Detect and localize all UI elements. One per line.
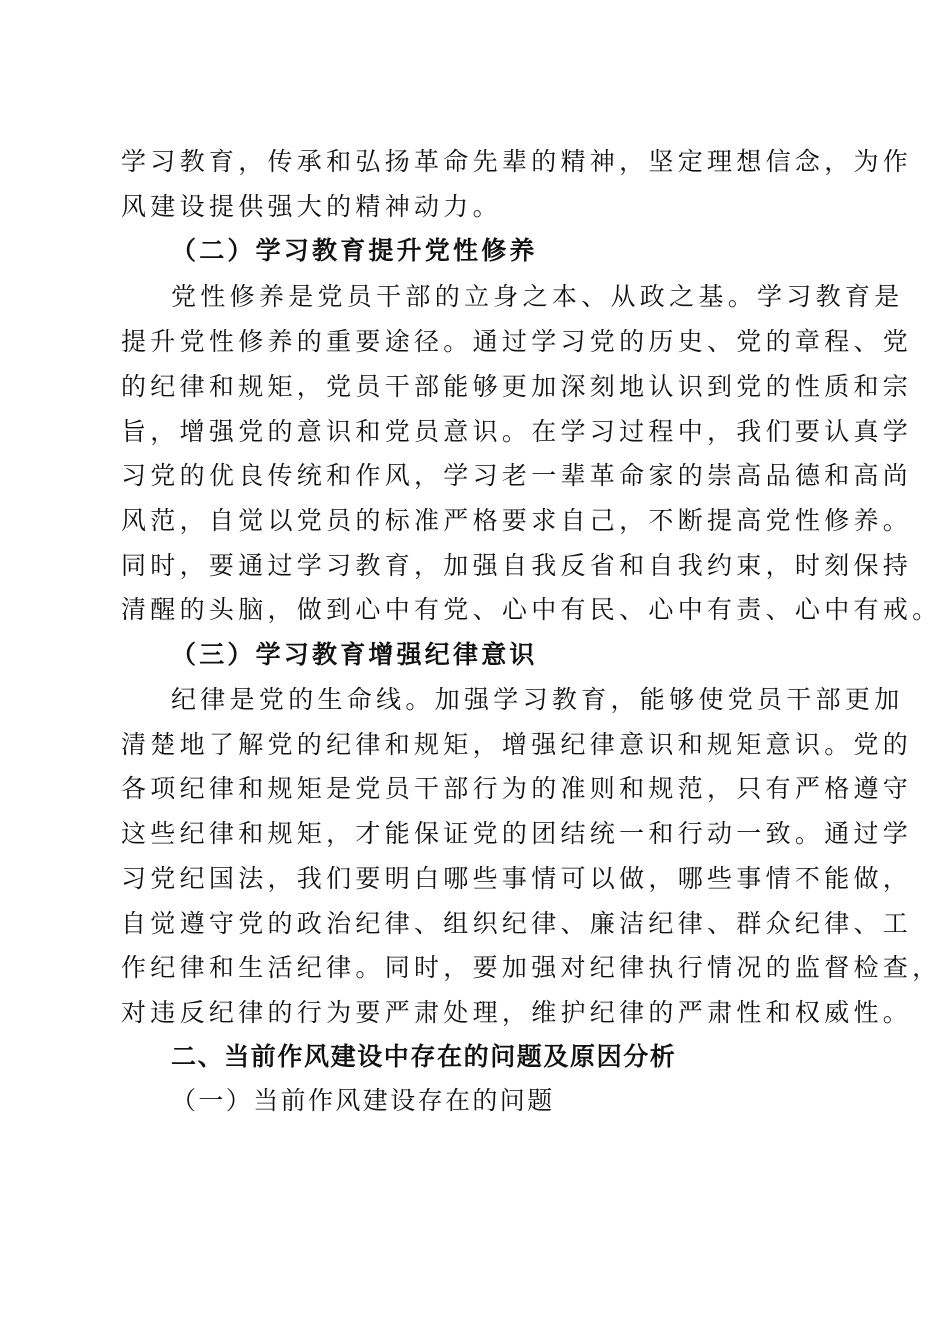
body-text-line: 风建设提供强大的精神动力。 <box>121 192 502 221</box>
body-text-line: 自觉遵守党的政治纪律、组织纪律、廉洁纪律、群众纪律、工 <box>121 909 913 938</box>
body-text-line: 习党的优良传统和作风，学习老一辈革命家的崇高品德和高尚 <box>121 461 913 490</box>
body-text-line: 纪律是党的生命线。加强学习教育，能够使党员干部更加 <box>171 685 904 714</box>
body-text-line: 清醒的头脑，做到心中有党、心中有民、心中有责、心中有戒。 <box>121 595 942 624</box>
section-heading: （一）当前作风建设存在的问题 <box>171 1086 555 1115</box>
body-text-line: 同时，要通过学习教育，加强自我反省和自我约束，时刻保持 <box>121 551 913 580</box>
body-text-line: 习党纪国法，我们要明白哪些事情可以做，哪些事情不能做， <box>121 864 913 893</box>
body-text-line: 各项纪律和规矩是党员干部行为的准则和规范，只有严格遵守 <box>121 774 913 803</box>
section-heading: （三）学习教育增强纪律意识 <box>171 640 538 669</box>
body-text-line: 清楚地了解党的纪律和规矩，增强纪律意识和规矩意识。党的 <box>121 730 913 759</box>
body-text-line: 这些纪律和规矩，才能保证党的团结统一和行动一致。通过学 <box>121 819 913 848</box>
body-text-line: 学习教育，传承和弘扬革命先辈的精神，坚定理想信念，为作 <box>121 147 913 176</box>
section-heading: （二）学习教育提升党性修养 <box>171 236 538 265</box>
chapter-heading: 二、当前作风建设中存在的问题及原因分析 <box>171 1042 677 1071</box>
body-text-line: 提升党性修养的重要途径。通过学习党的历史、党的章程、党 <box>121 327 913 356</box>
body-text-line: 党性修养是党员干部的立身之本、从政之基。学习教育是 <box>171 282 904 311</box>
body-text-line: 旨，增强党的意识和党员意识。在学习过程中，我们要认真学 <box>121 417 913 446</box>
body-text-line: 对违反纪律的行为要严肃处理，维护纪律的严肃性和权威性。 <box>121 998 913 1027</box>
body-text-line: 的纪律和规矩，党员干部能够更加深刻地认识到党的性质和宗 <box>121 372 913 401</box>
body-text-line: 作纪律和生活纪律。同时，要加强对纪律执行情况的监督检查， <box>121 953 942 982</box>
body-text-line: 风范，自觉以党员的标准严格要求自己，不断提高党性修养。 <box>121 506 913 535</box>
